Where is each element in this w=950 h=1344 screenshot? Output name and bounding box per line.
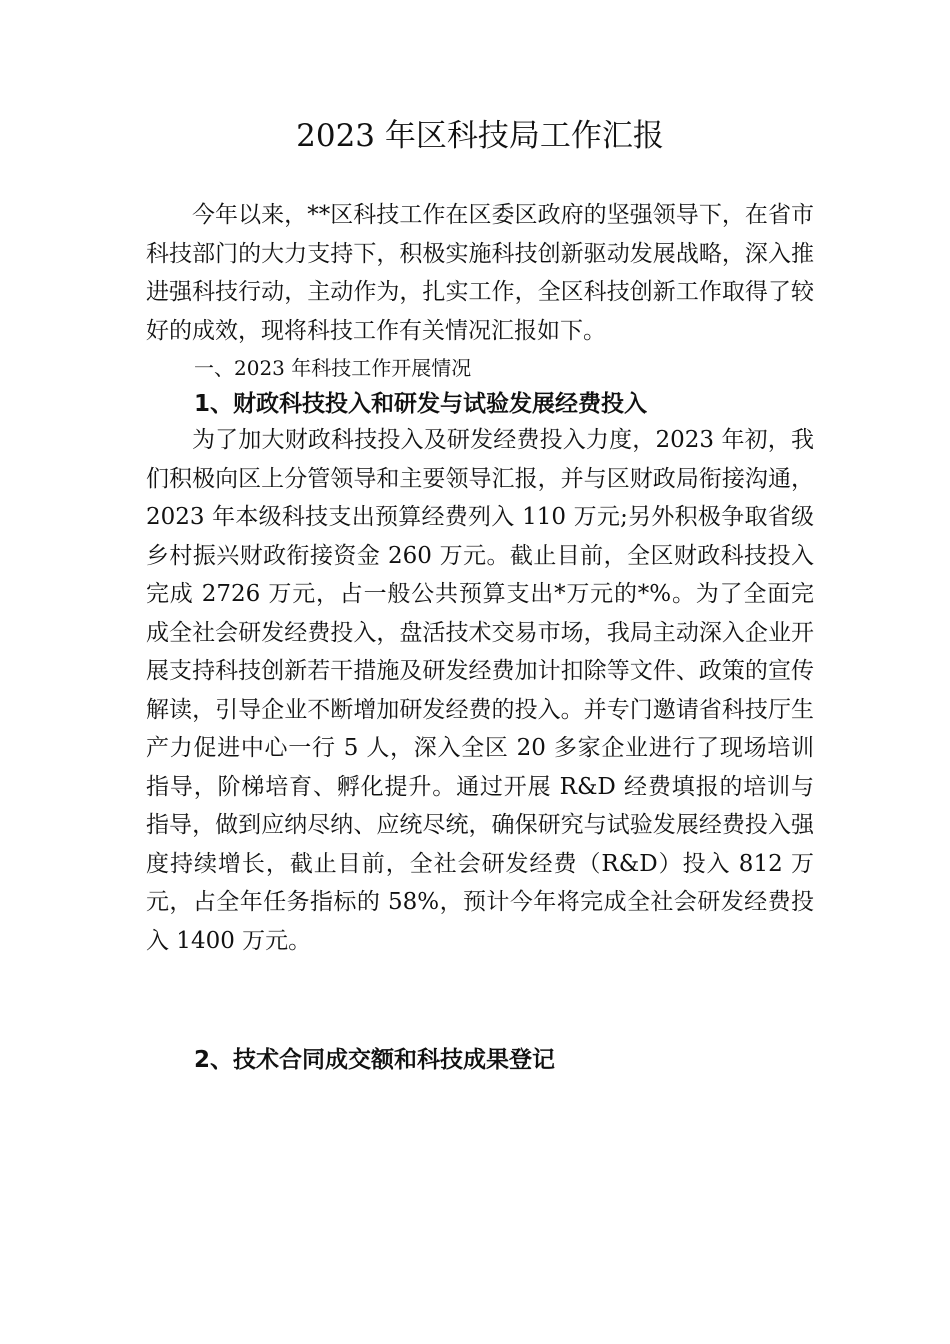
document-title: 2023 年区科技局工作汇报: [296, 118, 664, 154]
intro-paragraph: 今年以来，**区科技工作在区委区政府的坚强领导下，在省市科技部门的大力支持下，积极实施科技创新驱动发展战略，深入推进强科技行动，主动作为，扎实工作，全区科技创新工作取得了较好的成效，现将科技工作有关情况汇报如下。: [146, 202, 814, 344]
subsection-heading-2: 2、技术合同成交额和科技成果登记: [194, 1047, 556, 1073]
section-heading-1: 一、2023 年科技工作开展情况: [194, 356, 472, 380]
subsection-heading-1: 1、财政科技投入和研发与试验发展经费投入: [194, 391, 648, 417]
subsection-1-paragraph: 为了加大财政科技投入及研发经费投入力度，2023 年初，我们积极向区上分管领导和主要领导汇报，并与区财政局衔接沟通，2023 年本级科技支出预算经费列入 110 万元;另外积极争取省级乡村振兴财政衔接资金 260 万元。截止目前，全区财政科技投入完成 2726 万元，占一般公共预算支出*万元的*%。为了全面完成全社会研发经费投入，盘活技术交易市场，我局主动深入企业开展支持科技创新若干措施及研发经费加计扣除等文件、政策的宣传解读，引导企业不断增加研发经费的投入。并专门邀请省科技厅生产力促进中心一行 5 人，深入全区 20 多家企业进行了现场培训指导，阶梯培育、孵化提升。通过开展 R&D 经费填报的培训与指导，做到应纳尽纳、应统尽统，确保研究与试验发展经费投入强度持续增长，截止目前，全社会研发经费（R&D）投入 812 万元，占全年任务指标的 58%，预计今年将完成全社会研发经费投入 1400 万元。: [146, 427, 814, 954]
